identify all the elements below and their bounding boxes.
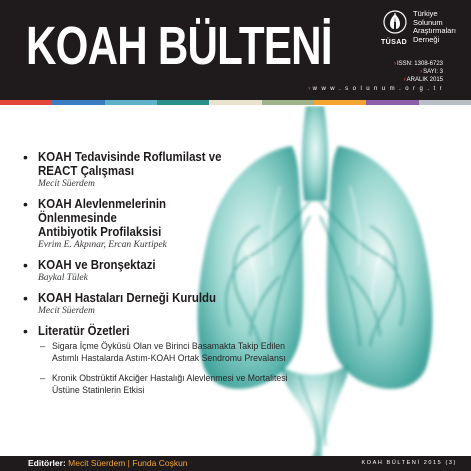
editors-label: Editörler: <box>28 458 66 468</box>
bulletin-title: KOAH BÜLTENİ <box>26 16 332 76</box>
article-title[interactable] <box>38 291 314 305</box>
tusad-logo-icon <box>383 10 407 34</box>
literature-section[interactable] <box>22 324 352 397</box>
chevron-right-icon: › <box>308 86 312 92</box>
article-item[interactable] <box>22 197 352 251</box>
article-title[interactable] <box>38 258 314 272</box>
article-title-line: KOAH ve Bronşektazi <box>38 257 156 272</box>
chevron-right-icon: › <box>420 69 423 75</box>
stripe-segment <box>314 100 366 105</box>
article-title-line: Önlenmesinde <box>38 210 117 225</box>
article-title-line: KOAH Tedavisinde Roflumilast ve <box>38 149 222 164</box>
article-title-line: KOAH Alevlenmelerinin <box>38 196 166 211</box>
color-stripe <box>0 100 471 105</box>
article-title[interactable] <box>38 197 314 239</box>
literature-title[interactable]: Literatür Özetleri <box>38 323 130 338</box>
dash-icon: – <box>40 373 46 384</box>
url-row[interactable] <box>308 85 443 93</box>
article-title-line: REACT Çalışması <box>38 163 135 178</box>
logo-abbreviation: TÜSAD <box>381 39 408 46</box>
article-author: Mecit Süerdem <box>38 306 95 316</box>
chevron-right-icon: › <box>393 61 396 67</box>
bullet-icon: • <box>23 196 28 212</box>
footer-issue-text: KOAH BÜLTENİ 2015 (3) <box>361 460 457 466</box>
stripe-segment <box>209 100 261 105</box>
article-item[interactable] <box>22 291 352 317</box>
literature-item-line: Sigara İçme Öyküsü Olan ve Birinci Basamakta Takip Edilen <box>52 341 286 352</box>
dash-icon: – <box>40 341 46 352</box>
issn-text: ISSN: 1308-6723 <box>396 61 443 67</box>
literature-item[interactable] <box>38 373 352 397</box>
article-author: Evrim E. Akpınar, Ercan Kurtipek <box>38 240 167 250</box>
article-item[interactable] <box>22 258 352 284</box>
editors-line <box>28 458 188 469</box>
logo-name-line: Araştırmaları <box>413 26 456 35</box>
literature-item-line: Astımlı Hastalarda Astım-KOAH Ortak Sendromu Prevalansı <box>52 353 286 364</box>
article-title[interactable] <box>38 150 314 178</box>
issue-date-text: ARALIK 2015 <box>406 77 443 83</box>
article-author: Baykal Tülek <box>38 273 88 283</box>
header-band <box>0 0 471 100</box>
chevron-right-icon: › <box>403 77 406 83</box>
logo-name <box>413 10 456 44</box>
editors-names: Mecit Süerdem | Funda Coşkun <box>68 458 188 468</box>
issue-meta <box>308 60 443 93</box>
issue-row <box>308 68 443 76</box>
bullet-icon: • <box>23 323 28 339</box>
stripe-segment <box>366 100 418 105</box>
literature-item-line: Üstüne Statinlerin Etkisi <box>52 385 145 396</box>
footer-band <box>0 456 471 471</box>
website-link[interactable]: w w w . s o l u n u m . o r g . t r <box>312 86 443 92</box>
literature-item-line: Kronik Obstrüktif Akciğer Hastalığı Alevlenmesi ve Mortalitesi <box>52 373 288 384</box>
stripe-segment <box>52 100 104 105</box>
stripe-segment <box>0 100 52 105</box>
bullet-icon: • <box>23 149 28 165</box>
logo-name-line: Derneği <box>413 34 440 44</box>
date-row <box>308 76 443 84</box>
article-title-line: KOAH Hastaları Derneği Kuruldu <box>38 290 216 305</box>
bullet-icon: • <box>23 290 28 306</box>
logo-name-line: Solunum <box>413 17 443 27</box>
tusad-logo <box>381 8 471 54</box>
issue-number-text: SAYI: 3 <box>423 69 443 75</box>
logo-name-line: Türkiye <box>413 9 438 18</box>
stripe-segment <box>105 100 157 105</box>
issn-row <box>308 60 443 68</box>
stripe-segment <box>419 100 471 105</box>
bullet-icon: • <box>23 257 28 273</box>
stripe-segment <box>157 100 209 105</box>
literature-item[interactable] <box>38 341 352 365</box>
table-of-contents <box>22 150 352 405</box>
article-title-line: Antibiyotik Profilaksisi <box>38 224 162 239</box>
stripe-segment <box>262 100 314 105</box>
article-item[interactable] <box>22 150 352 190</box>
article-author: Mecit Süerdem <box>38 179 95 189</box>
